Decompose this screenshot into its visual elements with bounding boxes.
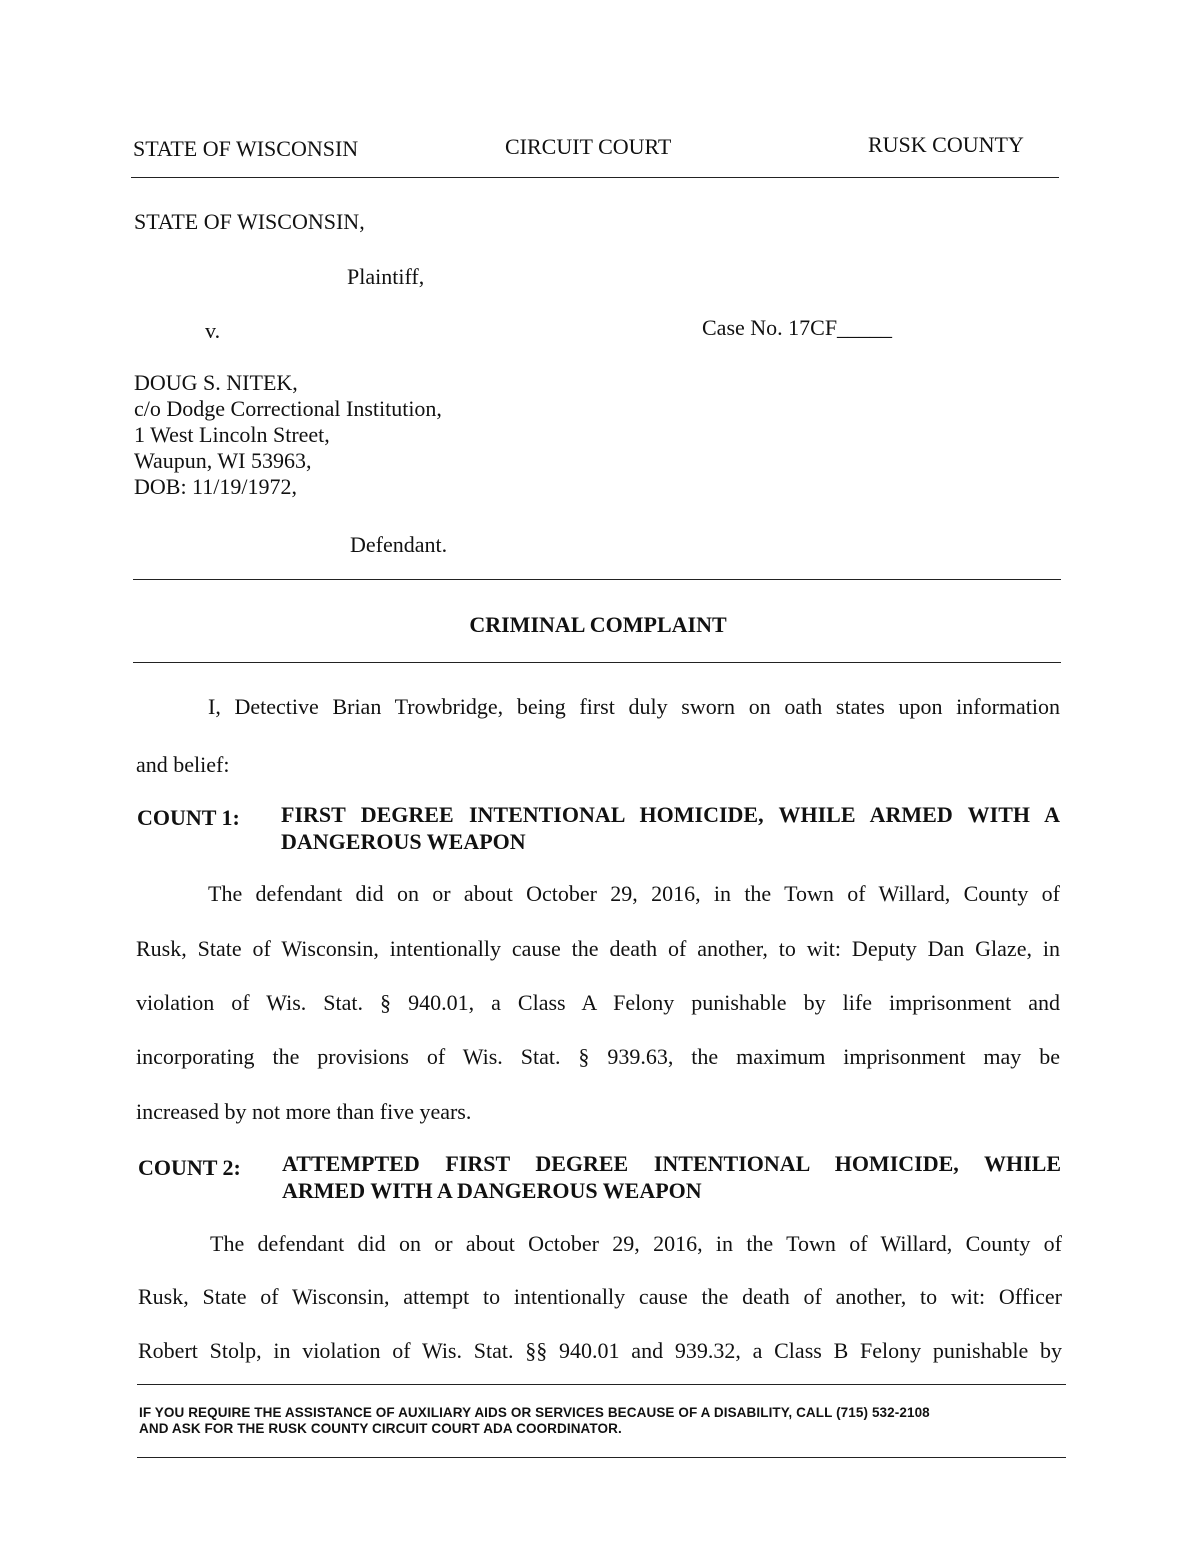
- count-1-body-line: incorporating the provisions of Wis. Stat. § 939.63, the maximum imprisonment may be: [136, 1044, 1060, 1069]
- count-2-body-line: Rusk, State of Wisconsin, attempt to intentionally cause the death of another, to wit: Officer: [138, 1284, 1062, 1309]
- count-2-label: COUNT 2:: [138, 1155, 241, 1180]
- defendant-line: c/o Dodge Correctional Institution,: [134, 396, 442, 421]
- count-1-title-line: DANGEROUS WEAPON: [281, 829, 526, 854]
- count-2-body-line: Robert Stolp, in violation of Wis. Stat. §§ 940.01 and 939.32, a Class B Felony punishable by: [138, 1338, 1062, 1363]
- parties-rule: [133, 579, 1061, 580]
- ada-notice-line-2: AND ASK FOR THE RUSK COUNTY CIRCUIT COURT ADA COORDINATOR.: [139, 1421, 622, 1436]
- count-1-title-line: FIRST DEGREE INTENTIONAL HOMICIDE, WHILE ARMED WITH A: [281, 802, 1060, 827]
- defendant-line: DOB: 11/19/1972,: [134, 474, 297, 499]
- count-1-body-line: increased by not more than five years.: [136, 1099, 472, 1124]
- footer-top-rule: [137, 1384, 1066, 1385]
- count-2-title-line: ARMED WITH A DANGEROUS WEAPON: [282, 1178, 702, 1203]
- intro-line-1: I, Detective Brian Trowbridge, being first duly sworn on oath states upon information: [208, 694, 1060, 719]
- count-1-label: COUNT 1:: [137, 805, 240, 830]
- defendant-line: DOUG S. NITEK,: [134, 370, 298, 395]
- plaintiff-label: Plaintiff,: [347, 264, 425, 289]
- caption-state: STATE OF WISCONSIN: [133, 136, 359, 161]
- count-1-title: [281, 801, 1060, 855]
- count-1-body-line: violation of Wis. Stat. § 940.01, a Class A Felony punishable by life imprisonment and: [136, 990, 1060, 1015]
- caption-court: CIRCUIT COURT: [505, 134, 672, 159]
- count-2-title-line: ATTEMPTED FIRST DEGREE INTENTIONAL HOMICIDE, WHILE: [282, 1151, 1061, 1176]
- defendant-line: 1 West Lincoln Street,: [134, 422, 330, 447]
- title-rule: [133, 662, 1061, 663]
- defendant-line: Waupun, WI 53963,: [134, 448, 312, 473]
- footer-bottom-rule: [137, 1457, 1066, 1458]
- versus: v.: [205, 318, 221, 343]
- intro-line-2: and belief:: [136, 752, 230, 777]
- defendant-label: Defendant.: [350, 532, 448, 557]
- ada-notice: [139, 1405, 930, 1437]
- ada-notice-line-1: IF YOU REQUIRE THE ASSISTANCE OF AUXILIARY AIDS OR SERVICES BECAUSE OF A DISABILITY, CALL (715) 532-2108: [139, 1405, 930, 1420]
- count-1-body-line: The defendant did on or about October 29, 2016, in the Town of Willard, County of: [208, 881, 1060, 906]
- case-number: Case No. 17CF_____: [702, 315, 893, 340]
- document-title: CRIMINAL COMPLAINT: [469, 612, 727, 637]
- caption-county: RUSK COUNTY: [868, 132, 1024, 157]
- count-2-body-line: The defendant did on or about October 29, 2016, in the Town of Willard, County of: [210, 1231, 1062, 1256]
- count-2-title: [282, 1150, 1061, 1204]
- defendant-block: [134, 370, 442, 500]
- caption-rule: [131, 177, 1059, 178]
- plaintiff-name: STATE OF WISCONSIN,: [134, 209, 365, 234]
- count-1-body-line: Rusk, State of Wisconsin, intentionally cause the death of another, to wit: Deputy Dan Glaze, in: [136, 936, 1060, 961]
